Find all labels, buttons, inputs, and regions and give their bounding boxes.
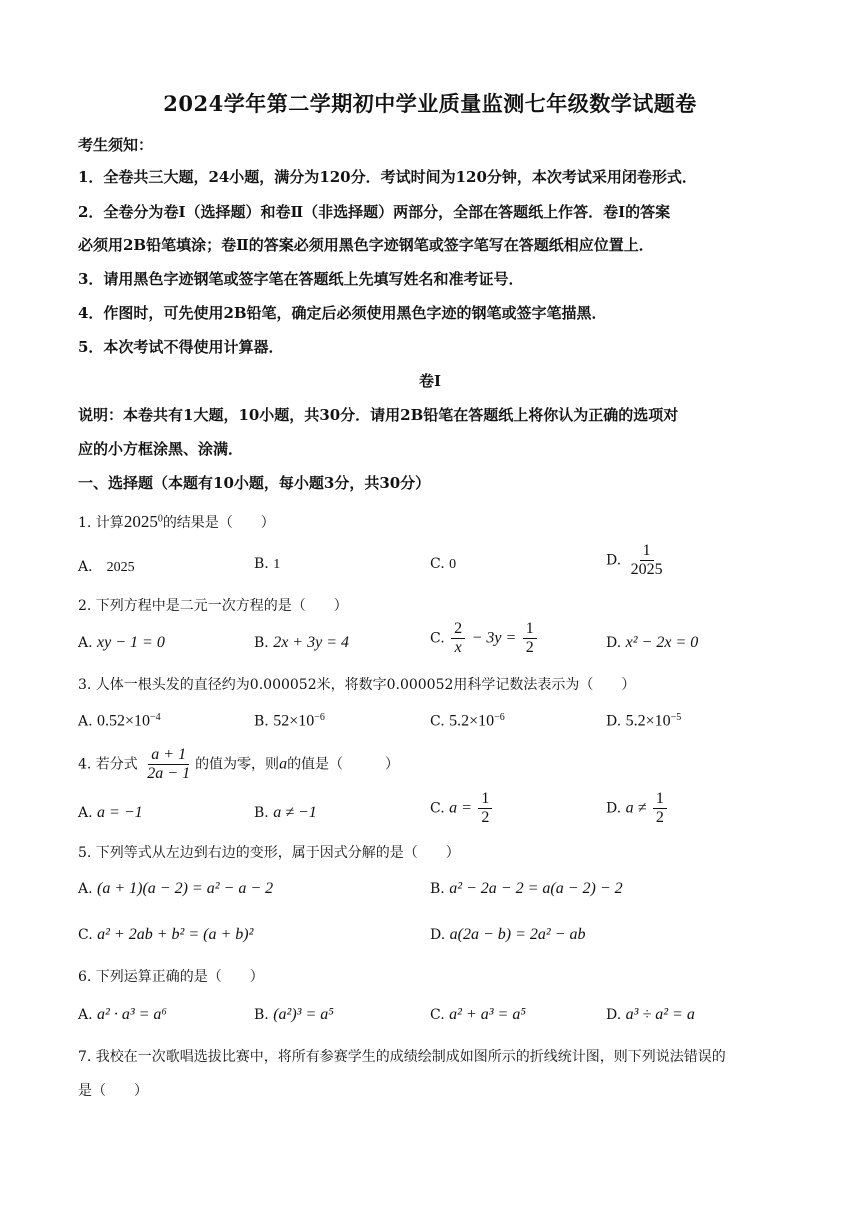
question-6-option-c: C. a² + a³ = a⁵ [430,1006,526,1023]
question-5-option-b: B. a² − 2a − 2 = a(a − 2) − 2 [430,880,623,897]
question-5-option-c: C. a² + 2ab + b² = (a + b)² [78,926,254,943]
question-1-option-c: C. 0 [430,556,457,572]
question-6-option-b: B. (a²)³ = a⁵ [254,1006,334,1023]
notice-item-5: 5．本次考试不得使用计算器． [78,338,284,356]
question-1-stem: 1. 计算2025$^0$的结果是（ ） [78,512,275,531]
notice-heading: 考生须知： [78,136,154,154]
question-2-option-d: D. x² − 2x = 0 [606,634,699,651]
fraction: $\frac{1}{2025}$ [630,542,663,578]
question-1-option-b: B. 1 [254,556,281,572]
notice-item-4: 4．作图时，可先使用2B铅笔，确定后必须使用黑色字迹的钢笔或签字笔描黑． [78,304,607,322]
question-2-option-c: C. $\frac{2}{x}$ − 3y = $\frac{1}{2}$ [430,620,539,657]
part-title: 一、选择题（本题有10小题，每小题3分，共30分） [78,474,431,492]
question-7-stem-line-1: 7. 我校在一次歌唱选拔比赛中，将所有参赛学生的成绩绘制成如图所示的折线统计图，则下列说法错误的 [78,1049,726,1065]
explanation-line-1: 说明：本卷共有1大题，10小题，共30分．请用2B铅笔在答题纸上将你认为正确的选项对 [78,406,679,424]
question-3-option-a: A. $0.52\times 10^{-4}$ [78,712,161,730]
exam-title: 2024学年第二学期初中学业质量监测七年级数学试题卷 [163,91,697,116]
question-6-stem: 6. 下列运算正确的是（ ） [78,969,264,985]
question-4-option-c: C. a = $\frac{1}{2}$ [430,790,494,827]
explanation-line-2: 应的小方框涂黑、涂满． [78,440,244,458]
notice-item-1: 1．全卷共三大题，24小题，满分为120分．考试时间为120分钟，本次考试采用闭卷形式． [78,168,697,186]
question-3-stem: 3. 人体一根头发的直径约为0.000052米，将数字0.000052用科学记数法表示为（ ） [78,677,636,693]
question-4-stem: 4. 若分式 $\frac{a + 1}{2a - 1}$ 的值为零，则a的值是（ ） [78,746,400,782]
question-5-stem: 5. 下列等式从左边到右边的变形，属于因式分解的是（ ） [78,845,460,861]
question-3-option-b: B. $52\times 10^{-6}$ [254,712,325,730]
fraction: $\frac{a + 1}{2a - 1}$ [147,746,191,782]
section-header: 卷Ⅰ [418,372,442,390]
question-2-stem: 2. 下列方程中是二元一次方程的是（ ） [78,598,348,614]
question-2-option-a: A. xy − 1 = 0 [78,634,165,651]
question-3-option-d: D. $5.2\times 10^{-5}$ [606,712,682,730]
question-4-option-d: D. a ≠ $\frac{1}{2}$ [606,790,669,827]
notice-item-2-cont: 必须用2B铅笔填涂；卷Ⅱ的答案必须用黑色字迹钢笔或签字笔写在答题纸相应位置上． [78,236,654,254]
question-3-option-c: C. $5.2\times 10^{-6}$ [430,712,505,730]
question-4-option-b: B. a ≠ −1 [254,804,317,821]
question-5-option-d: D. a(2a − b) = 2a² − ab [430,926,586,943]
question-4-option-a: A. a = −1 [78,804,143,821]
question-2-option-b: B. 2x + 3y = 4 [254,634,349,651]
question-1-option-d: D. $\frac{1}{2025}$ [606,542,668,579]
question-6-option-d: D. a³ ÷ a² = a [606,1006,695,1023]
question-1-option-a: A． 2025 [78,559,135,575]
notice-item-2: 2．全卷分为卷Ⅰ（选择题）和卷Ⅱ（非选择题）两部分，全部在答题纸上作答．卷Ⅰ的答案 [78,203,671,221]
notice-item-3: 3．请用黑色字迹钢笔或签字笔在答题纸上先填写姓名和准考证号． [78,270,524,288]
question-5-option-a: A. (a + 1)(a − 2) = a² − a − 2 [78,880,274,897]
question-7-stem-line-2: 是（ ） [78,1083,148,1099]
question-6-option-a: A. a² · a³ = a⁶ [78,1006,167,1023]
